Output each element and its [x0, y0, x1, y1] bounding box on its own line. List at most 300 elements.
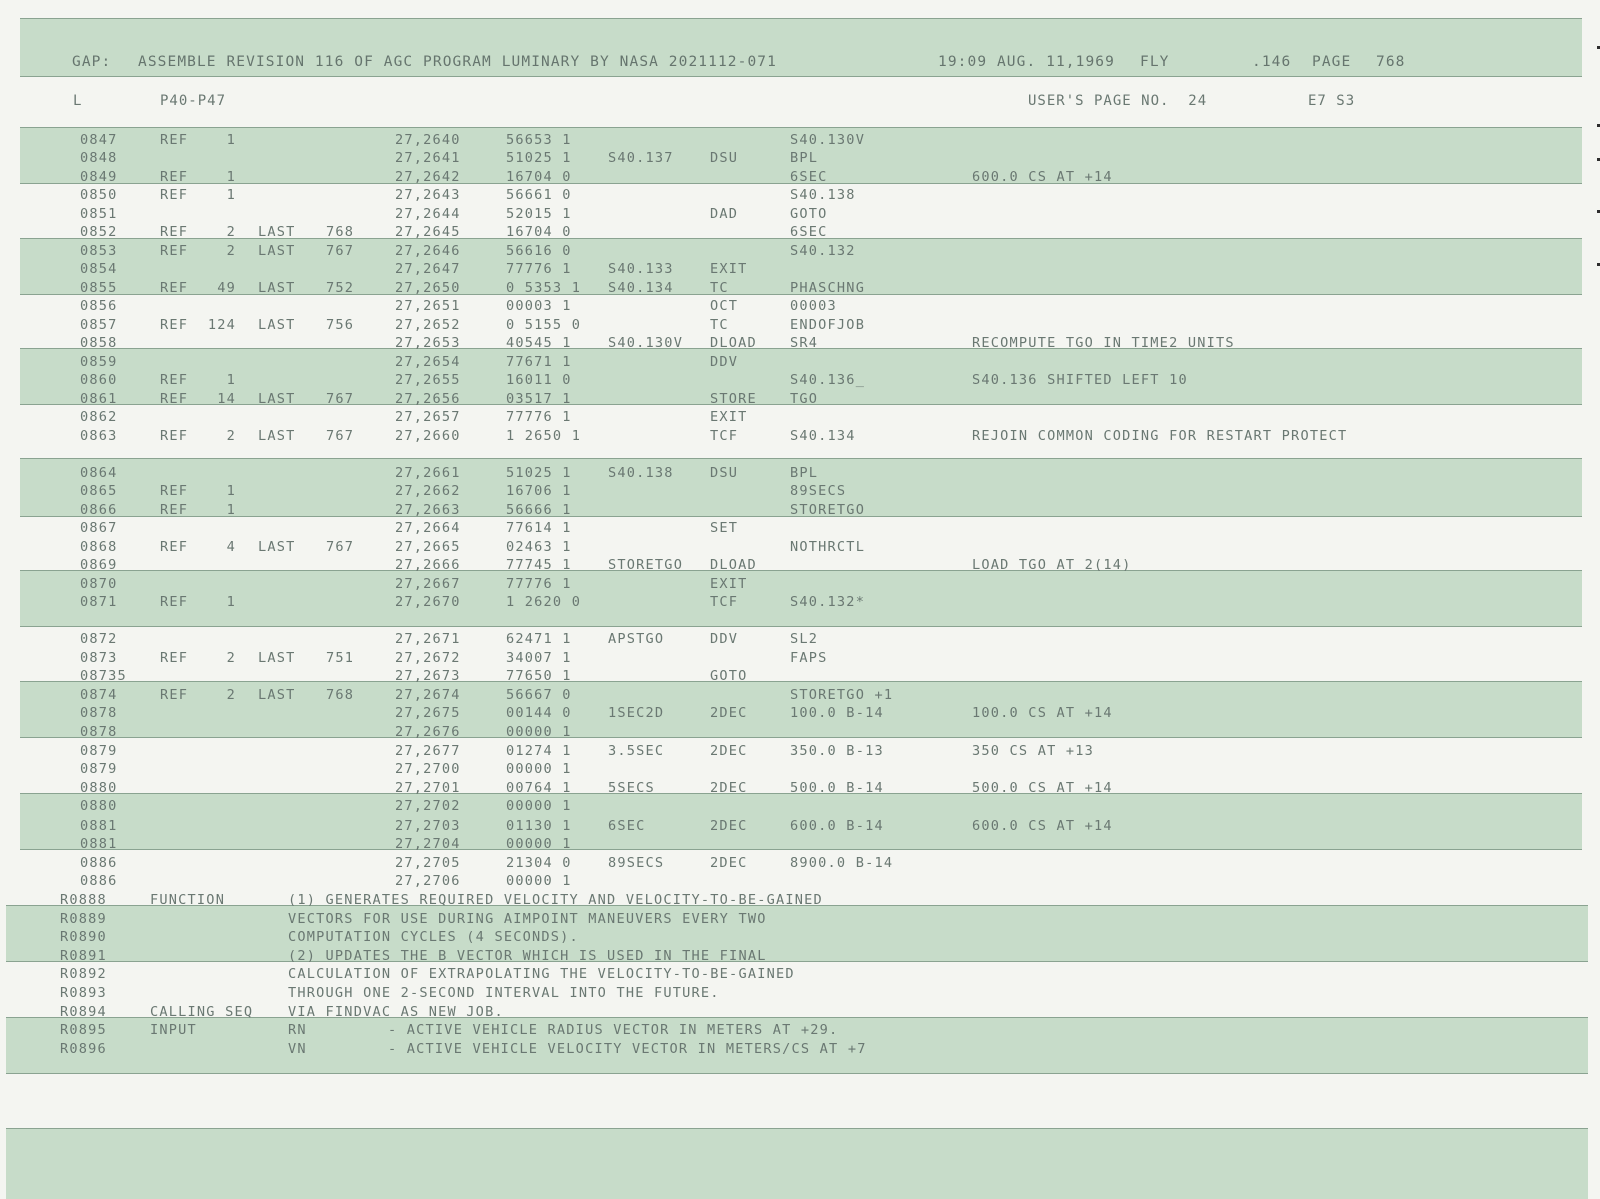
last-page: 751 — [326, 650, 355, 666]
address: 27,2671 — [395, 631, 461, 647]
source-label: 89SECS — [608, 855, 665, 871]
source-label: S40.133 — [608, 261, 674, 277]
section-name: P40-P47 — [160, 93, 227, 109]
table-row — [0, 873, 1600, 891]
table-row — [0, 132, 1600, 150]
last-page: 767 — [326, 539, 355, 555]
address: 27,2645 — [395, 224, 461, 240]
address: 27,2641 — [395, 150, 461, 166]
ref-label: REF — [160, 132, 189, 148]
source-label: S40.138 — [608, 465, 674, 481]
opcode: DAD — [710, 206, 739, 222]
operand: S40.136_ — [790, 372, 866, 388]
opcode: TC — [710, 317, 729, 333]
last-label: LAST — [258, 243, 296, 259]
remark-text: VECTORS FOR USE DURING AIMPOINT MANEUVERS EVERY TWO — [288, 911, 767, 927]
last-label: LAST — [258, 428, 296, 444]
ref-count: 4 — [226, 539, 236, 555]
remark-text: - ACTIVE VEHICLE RADIUS VECTOR IN METERS AT +29. — [388, 1022, 839, 1038]
last-label: LAST — [258, 391, 296, 407]
address: 27,2667 — [395, 576, 461, 592]
opcode: TC — [710, 280, 729, 296]
ref-count: 1 — [226, 169, 236, 185]
line-number: 0879 — [80, 761, 118, 777]
line-number: 0870 — [80, 576, 118, 592]
octal-word: 34007 1 — [506, 650, 572, 666]
table-row — [0, 372, 1600, 390]
line-number: 0853 — [80, 243, 118, 259]
octal-word: 00000 1 — [506, 798, 572, 814]
line-number: 0862 — [80, 409, 118, 425]
line-number: 0861 — [80, 391, 118, 407]
remark-line-number: R0894 — [60, 1004, 107, 1020]
line-number: 0871 — [80, 594, 118, 610]
line-number: 0878 — [80, 724, 118, 740]
line-number: 0857 — [80, 317, 118, 333]
octal-word: 21304 0 — [506, 855, 572, 871]
address: 27,2673 — [395, 668, 461, 684]
table-row — [0, 335, 1600, 353]
source-label: STORETGO — [608, 557, 684, 573]
line-number: 0855 — [80, 280, 118, 296]
comment: REJOIN COMMON CODING FOR RESTART PROTECT — [972, 428, 1348, 444]
table-row — [0, 169, 1600, 187]
operand: 6SEC — [790, 224, 828, 240]
octal-word: 56653 1 — [506, 132, 572, 148]
remark-line-number: R0893 — [60, 985, 107, 1001]
table-row — [0, 317, 1600, 335]
ref-label: REF — [160, 502, 189, 518]
comment: 500.0 CS AT +14 — [972, 780, 1113, 796]
address: 27,2672 — [395, 650, 461, 666]
octal-word: 56616 0 — [506, 243, 572, 259]
octal-word: 16704 0 — [506, 224, 572, 240]
subheader-l: L — [73, 93, 83, 109]
last-page: 768 — [326, 224, 355, 240]
listing-header — [72, 54, 1432, 76]
operand: STORETGO — [790, 502, 866, 518]
ref-label: REF — [160, 224, 189, 240]
operand: S40.132* — [790, 594, 866, 610]
line-number: 0880 — [80, 798, 118, 814]
operand: GOTO — [790, 206, 828, 222]
last-page: 767 — [326, 428, 355, 444]
opcode: DLOAD — [710, 557, 757, 573]
last-page: 767 — [326, 391, 355, 407]
address: 27,2661 — [395, 465, 461, 481]
address: 27,2705 — [395, 855, 461, 871]
page-code: E7 S3 — [1308, 93, 1356, 109]
address: 27,2653 — [395, 335, 461, 351]
table-row — [0, 724, 1600, 742]
opcode: SET — [710, 520, 739, 536]
source-label: 1SEC2D — [608, 705, 665, 721]
ref-label: REF — [160, 650, 189, 666]
remark-line-number: R0889 — [60, 911, 107, 927]
octal-word: 77614 1 — [506, 520, 572, 536]
remark-row — [0, 911, 1600, 929]
address: 27,2706 — [395, 873, 461, 889]
comment: 600.0 CS AT +14 — [972, 818, 1113, 834]
octal-word: 00003 1 — [506, 298, 572, 314]
table-row — [0, 428, 1600, 446]
address: 27,2701 — [395, 780, 461, 796]
remark-text: COMPUTATION CYCLES (4 SECONDS). — [288, 929, 579, 945]
line-number: 0852 — [80, 224, 118, 240]
octal-word: 00000 1 — [506, 724, 572, 740]
ref-count: 49 — [217, 280, 236, 296]
opcode: TCF — [710, 594, 739, 610]
line-number: 08735 — [80, 668, 127, 684]
source-label: S40.134 — [608, 280, 674, 296]
octal-word: 00144 0 — [506, 705, 572, 721]
ref-label: REF — [160, 317, 189, 333]
opcode: 2DEC — [710, 818, 748, 834]
address: 27,2703 — [395, 818, 461, 834]
line-number: 0863 — [80, 428, 118, 444]
remark-keyword: INPUT — [150, 1022, 197, 1038]
ref-label: REF — [160, 169, 189, 185]
address: 27,2665 — [395, 539, 461, 555]
remark-row — [0, 892, 1600, 910]
operand: BPL — [790, 465, 819, 481]
line-number: 0849 — [80, 169, 118, 185]
opcode: DDV — [710, 354, 739, 370]
opcode: DDV — [710, 631, 739, 647]
address: 27,2663 — [395, 502, 461, 518]
ref-count: 1 — [226, 187, 236, 203]
ref-count: 1 — [226, 483, 236, 499]
header-value: .146 — [1252, 54, 1292, 70]
line-number: 0881 — [80, 836, 118, 852]
table-row — [0, 224, 1600, 242]
operand: 89SECS — [790, 483, 847, 499]
last-page: 767 — [326, 243, 355, 259]
opcode: DSU — [710, 150, 739, 166]
octal-word: 1 2650 1 — [506, 428, 582, 444]
opcode: STORE — [710, 391, 757, 407]
comment: 600.0 CS AT +14 — [972, 169, 1113, 185]
ref-label: REF — [160, 594, 189, 610]
ref-count: 2 — [226, 243, 236, 259]
remark-variable: RN — [288, 1022, 307, 1038]
octal-word: 01130 1 — [506, 818, 572, 834]
table-row — [0, 668, 1600, 686]
opcode: 2DEC — [710, 855, 748, 871]
opcode: DSU — [710, 465, 739, 481]
octal-word: 16704 0 — [506, 169, 572, 185]
line-number: 0859 — [80, 354, 118, 370]
address: 27,2660 — [395, 428, 461, 444]
last-page: 768 — [326, 687, 355, 703]
remark-row — [0, 1041, 1600, 1059]
operand: S40.138 — [790, 187, 856, 203]
address: 27,2651 — [395, 298, 461, 314]
table-row — [0, 206, 1600, 224]
ref-count: 124 — [207, 317, 236, 333]
operand: 6SEC — [790, 169, 828, 185]
operand: ENDOFJOB — [790, 317, 866, 333]
line-number: 0878 — [80, 705, 118, 721]
remark-text: - ACTIVE VEHICLE VELOCITY VECTOR IN METERS/CS AT +7 — [388, 1041, 867, 1057]
operand: FAPS — [790, 650, 828, 666]
operand: NOTHRCTL — [790, 539, 866, 555]
remark-keyword: FUNCTION — [150, 892, 226, 908]
octal-word: 16011 0 — [506, 372, 572, 388]
table-row — [0, 557, 1600, 575]
address: 27,2662 — [395, 483, 461, 499]
octal-word: 02463 1 — [506, 539, 572, 555]
address: 27,2647 — [395, 261, 461, 277]
line-number: 0848 — [80, 150, 118, 166]
octal-word: 77671 1 — [506, 354, 572, 370]
opcode: 2DEC — [710, 705, 748, 721]
remark-line-number: R0890 — [60, 929, 107, 945]
ref-label: REF — [160, 187, 189, 203]
ref-count: 1 — [226, 594, 236, 610]
gap-label: GAP: — [72, 54, 112, 70]
octal-word: 51025 1 — [506, 150, 572, 166]
remark-text: CALCULATION OF EXTRAPOLATING THE VELOCITY-TO-BE-GAINED — [288, 966, 795, 982]
table-row — [0, 409, 1600, 427]
ref-count: 1 — [226, 132, 236, 148]
assembly-time: 19:09 AUG. 11,1969 — [938, 54, 1115, 70]
ref-label: REF — [160, 687, 189, 703]
line-number: 0847 — [80, 132, 118, 148]
address: 27,2674 — [395, 687, 461, 703]
remark-row — [0, 1022, 1600, 1040]
address: 27,2656 — [395, 391, 461, 407]
table-row — [0, 280, 1600, 298]
table-row — [0, 687, 1600, 705]
operand: 600.0 B-14 — [790, 818, 884, 834]
operand: S40.130V — [790, 132, 866, 148]
operand: PHASCHNG — [790, 280, 866, 296]
table-row — [0, 243, 1600, 261]
line-number: 0860 — [80, 372, 118, 388]
address: 27,2657 — [395, 409, 461, 425]
operand: 350.0 B-13 — [790, 743, 884, 759]
address: 27,2642 — [395, 169, 461, 185]
octal-word: 56667 0 — [506, 687, 572, 703]
source-label: 6SEC — [608, 818, 646, 834]
remark-line-number: R0895 — [60, 1022, 107, 1038]
table-row — [0, 576, 1600, 594]
line-number: 0867 — [80, 520, 118, 536]
ref-count: 2 — [226, 687, 236, 703]
octal-word: 0 5155 0 — [506, 317, 582, 333]
last-label: LAST — [258, 280, 296, 296]
ref-label: REF — [160, 372, 189, 388]
comment: S40.136 SHIFTED LEFT 10 — [972, 372, 1188, 388]
table-row — [0, 743, 1600, 761]
opcode: GOTO — [710, 668, 748, 684]
octal-word: 00000 1 — [506, 836, 572, 852]
line-number: 0866 — [80, 502, 118, 518]
ref-count: 2 — [226, 428, 236, 444]
table-row — [0, 650, 1600, 668]
address: 27,2646 — [395, 243, 461, 259]
table-row — [0, 261, 1600, 279]
ref-label: REF — [160, 428, 189, 444]
opcode: EXIT — [710, 576, 748, 592]
table-row — [0, 855, 1600, 873]
line-number: 0868 — [80, 539, 118, 555]
source-label: S40.137 — [608, 150, 674, 166]
ref-label: REF — [160, 391, 189, 407]
comment: 100.0 CS AT +14 — [972, 705, 1113, 721]
last-label: LAST — [258, 650, 296, 666]
page-number: 768 — [1376, 54, 1406, 70]
operand: 00003 — [790, 298, 837, 314]
table-row — [0, 836, 1600, 854]
ref-label: REF — [160, 280, 189, 296]
line-number: 0856 — [80, 298, 118, 314]
operand: S40.132 — [790, 243, 856, 259]
table-row — [0, 465, 1600, 483]
remark-keyword: CALLING SEQ — [150, 1004, 254, 1020]
octal-word: 77776 1 — [506, 409, 572, 425]
line-number: 0873 — [80, 650, 118, 666]
operand: 8900.0 B-14 — [790, 855, 894, 871]
table-row — [0, 818, 1600, 836]
line-number: 0872 — [80, 631, 118, 647]
address: 27,2644 — [395, 206, 461, 222]
octal-word: 56666 1 — [506, 502, 572, 518]
address: 27,2675 — [395, 705, 461, 721]
operand: TGO — [790, 391, 819, 407]
octal-word: 77776 1 — [506, 576, 572, 592]
comment: 350 CS AT +13 — [972, 743, 1094, 759]
address: 27,2676 — [395, 724, 461, 740]
band — [6, 1128, 1588, 1199]
line-number: 0858 — [80, 335, 118, 351]
remark-row — [0, 985, 1600, 1003]
ref-label: REF — [160, 243, 189, 259]
table-row — [0, 298, 1600, 316]
ref-count: 1 — [226, 372, 236, 388]
source-label: 5SECS — [608, 780, 655, 796]
remark-variable: VN — [288, 1041, 307, 1057]
line-number: 0879 — [80, 743, 118, 759]
ref-label: REF — [160, 483, 189, 499]
address: 27,2640 — [395, 132, 461, 148]
page-label: PAGE — [1312, 54, 1352, 70]
address: 27,2655 — [395, 372, 461, 388]
address: 27,2664 — [395, 520, 461, 536]
operand: S40.134 — [790, 428, 856, 444]
address: 27,2702 — [395, 798, 461, 814]
octal-word: 56661 0 — [506, 187, 572, 203]
address: 27,2670 — [395, 594, 461, 610]
address: 27,2704 — [395, 836, 461, 852]
table-row — [0, 502, 1600, 520]
address: 27,2652 — [395, 317, 461, 333]
line-number: 0850 — [80, 187, 118, 203]
operand: BPL — [790, 150, 819, 166]
user-page-number: USER'S PAGE NO. 24 — [1028, 93, 1208, 109]
octal-word: 1 2620 0 — [506, 594, 582, 610]
table-row — [0, 539, 1600, 557]
octal-word: 51025 1 — [506, 465, 572, 481]
octal-word: 0 5353 1 — [506, 280, 582, 296]
table-row — [0, 150, 1600, 168]
line-number: 0869 — [80, 557, 118, 573]
table-row — [0, 594, 1600, 612]
octal-word: 03517 1 — [506, 391, 572, 407]
remark-text: (2) UPDATES THE B VECTOR WHICH IS USED IN THE FINAL — [288, 948, 767, 964]
table-row — [0, 187, 1600, 205]
line-number: 0865 — [80, 483, 118, 499]
source-label: APSTGO — [608, 631, 665, 647]
operand: 500.0 B-14 — [790, 780, 884, 796]
opcode: TCF — [710, 428, 739, 444]
address: 27,2643 — [395, 187, 461, 203]
remark-row — [0, 966, 1600, 984]
remark-row — [0, 1004, 1600, 1022]
octal-word: 16706 1 — [506, 483, 572, 499]
table-row — [0, 520, 1600, 538]
address: 27,2700 — [395, 761, 461, 777]
table-row — [0, 483, 1600, 501]
address: 27,2666 — [395, 557, 461, 573]
opcode: OCT — [710, 298, 739, 314]
octal-word: 01274 1 — [506, 743, 572, 759]
ref-count: 14 — [217, 391, 236, 407]
comment: LOAD TGO AT 2(14) — [972, 557, 1132, 573]
opcode: DLOAD — [710, 335, 757, 351]
line-number: 0886 — [80, 873, 118, 889]
remark-line-number: R0888 — [60, 892, 107, 908]
table-row — [0, 780, 1600, 798]
table-row — [0, 391, 1600, 409]
remark-row — [0, 948, 1600, 966]
octal-word: 77776 1 — [506, 261, 572, 277]
line-number: 0881 — [80, 818, 118, 834]
remark-line-number: R0892 — [60, 966, 107, 982]
address: 27,2650 — [395, 280, 461, 296]
octal-word: 00000 1 — [506, 873, 572, 889]
line-number: 0874 — [80, 687, 118, 703]
remark-row — [0, 929, 1600, 947]
operand: STORETGO +1 — [790, 687, 894, 703]
remark-line-number: R0891 — [60, 948, 107, 964]
octal-word: 62471 1 — [506, 631, 572, 647]
comment: RECOMPUTE TGO IN TIME2 UNITS — [972, 335, 1235, 351]
remark-text: VIA FINDVAC AS NEW JOB. — [288, 1004, 504, 1020]
octal-word: 52015 1 — [506, 206, 572, 222]
assembly-title: ASSEMBLE REVISION 116 OF AGC PROGRAM LUMINARY BY NASA 2021112-071 — [138, 54, 777, 70]
last-label: LAST — [258, 539, 296, 555]
table-row — [0, 798, 1600, 816]
last-label: LAST — [258, 317, 296, 333]
table-row — [0, 354, 1600, 372]
opcode: 2DEC — [710, 780, 748, 796]
opcode: EXIT — [710, 261, 748, 277]
address: 27,2677 — [395, 743, 461, 759]
octal-word: 00000 1 — [506, 761, 572, 777]
last-label: LAST — [258, 224, 296, 240]
remark-text: THROUGH ONE 2-SECOND INTERVAL INTO THE FUTURE. — [288, 985, 720, 1001]
operand: SR4 — [790, 335, 819, 351]
line-number: 0886 — [80, 855, 118, 871]
octal-word: 77650 1 — [506, 668, 572, 684]
opcode: 2DEC — [710, 743, 748, 759]
source-label: 3.5SEC — [608, 743, 665, 759]
source-label: S40.130V — [608, 335, 684, 351]
table-row — [0, 761, 1600, 779]
table-row — [0, 631, 1600, 649]
